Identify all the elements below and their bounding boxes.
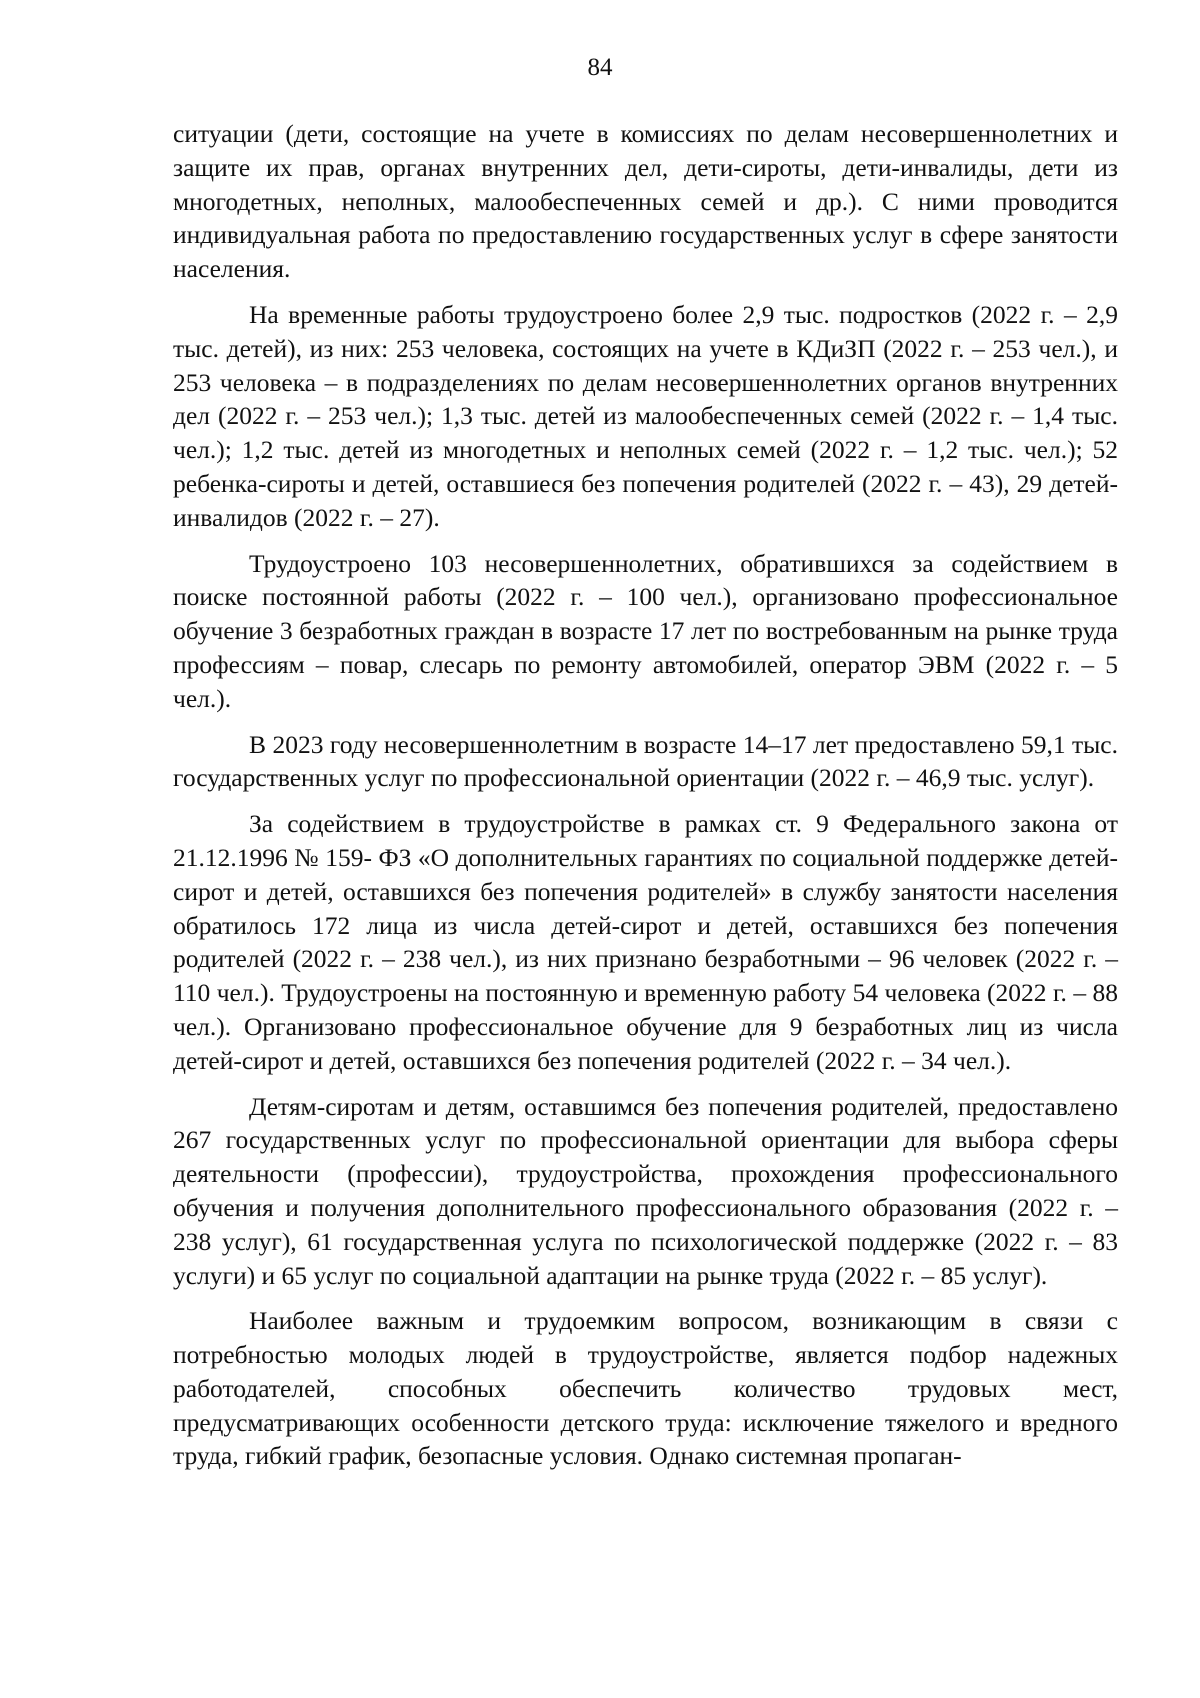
paragraph-3: Трудоустроено 103 несовершеннолетних, обратившихся за содействием в поиске постоянной работы (2022 г. – 100 чел.), организовано профессиональное обучение 3 безработных граждан в возрасте 17 лет по востребованным на рынке труда профессиям – повар, слесарь по ремонту автомобилей, оператор ЭВМ (2022 г. – 5 чел.). bbox=[173, 548, 1118, 713]
paragraph-6: Детям-сиротам и детям, оставшимся без попечения родителей, предоставлено 267 государственных услуг по профессиональной ориентации для выбора сферы деятельности (профессии), трудоустройства, прохождения профессионального обучения и получения дополнительного профессионального образования (2022 г. – 238 услуг), 61 государственная услуга по психологической поддержке (2022 г. – 83 услуги) и 65 услуг по социальной адаптации на рынке труда (2022 г. – 85 услуг). bbox=[173, 1091, 1118, 1290]
paragraph-5: За содействием в трудоустройстве в рамках ст. 9 Федерального закона от 21.12.1996 № 159- ФЗ «О дополнительных гарантиях по социальной поддержке детей-сирот и детей, оставшихся без попечения родителей» в службу занятости населения обратилось 172 лица из числа детей-сирот и детей, оставшихся без попечения родителей (2022 г. – 238 чел.), из них признано безработными – 96 человек (2022 г. – 110 чел.). Трудоустроены на постоянную и временную работу 54 человека (2022 г. – 88 чел.). Организовано профессиональное обучение для 9 безработных лиц из числа детей-сирот и детей, оставшихся без попечения родителей (2022 г. – 34 чел.). bbox=[173, 809, 1118, 1075]
paragraph-4: В 2023 году несовершеннолетним в возрасте 14–17 лет предоставлено 59,1 тыс. государственных услуг по профессиональной ориентации (2022 г. – 46,9 тыс. услуг). bbox=[173, 729, 1118, 793]
paragraph-2: На временные работы трудоустроено более 2,9 тыс. подростков (2022 г. – 2,9 тыс. детей), из них: 253 человека, состоящих на учете в КДиЗП (2022 г. – 253 чел.), и 253 человека – в подразделениях по делам несовершеннолетних органов внутренних дел (2022 г. – 253 чел.); 1,3 тыс. детей из малообеспеченных семей (2022 г. – 1,4 тыс. чел.); 1,2 тыс. детей из многодетных и неполных семей (2022 г. – 1,2 тыс. чел.); 52 ребенка-сироты и детей, оставшиеся без попечения родителей (2022 г. – 43), 29 детей-инвалидов (2022 г. – 27). bbox=[173, 299, 1118, 532]
paragraph-7: Наиболее важным и трудоемким вопросом, возникающим в связи с потребностью молодых людей в трудоустройстве, является подбор надежных работодателей, способных обеспечить количество трудовых мест, предусматривающих особенности детского труда: исключение тяжелого и вредного труда, гибкий график, безопасные условия. Однако системная пропаган- bbox=[173, 1306, 1118, 1471]
paragraph-1: ситуации (дети, состоящие на учете в комиссиях по делам несовершеннолетних и защите их прав, органах внутренних дел, дети-сироты, дети-инвалиды, дети из многодетных, неполных, малообеспеченных семей и др.). С ними проводится индивидуальная работа по предоставлению государственных услуг в сфере занятости населения. bbox=[173, 119, 1118, 284]
page-number: 84 bbox=[587, 54, 613, 81]
document-body bbox=[173, 117, 1118, 1485]
